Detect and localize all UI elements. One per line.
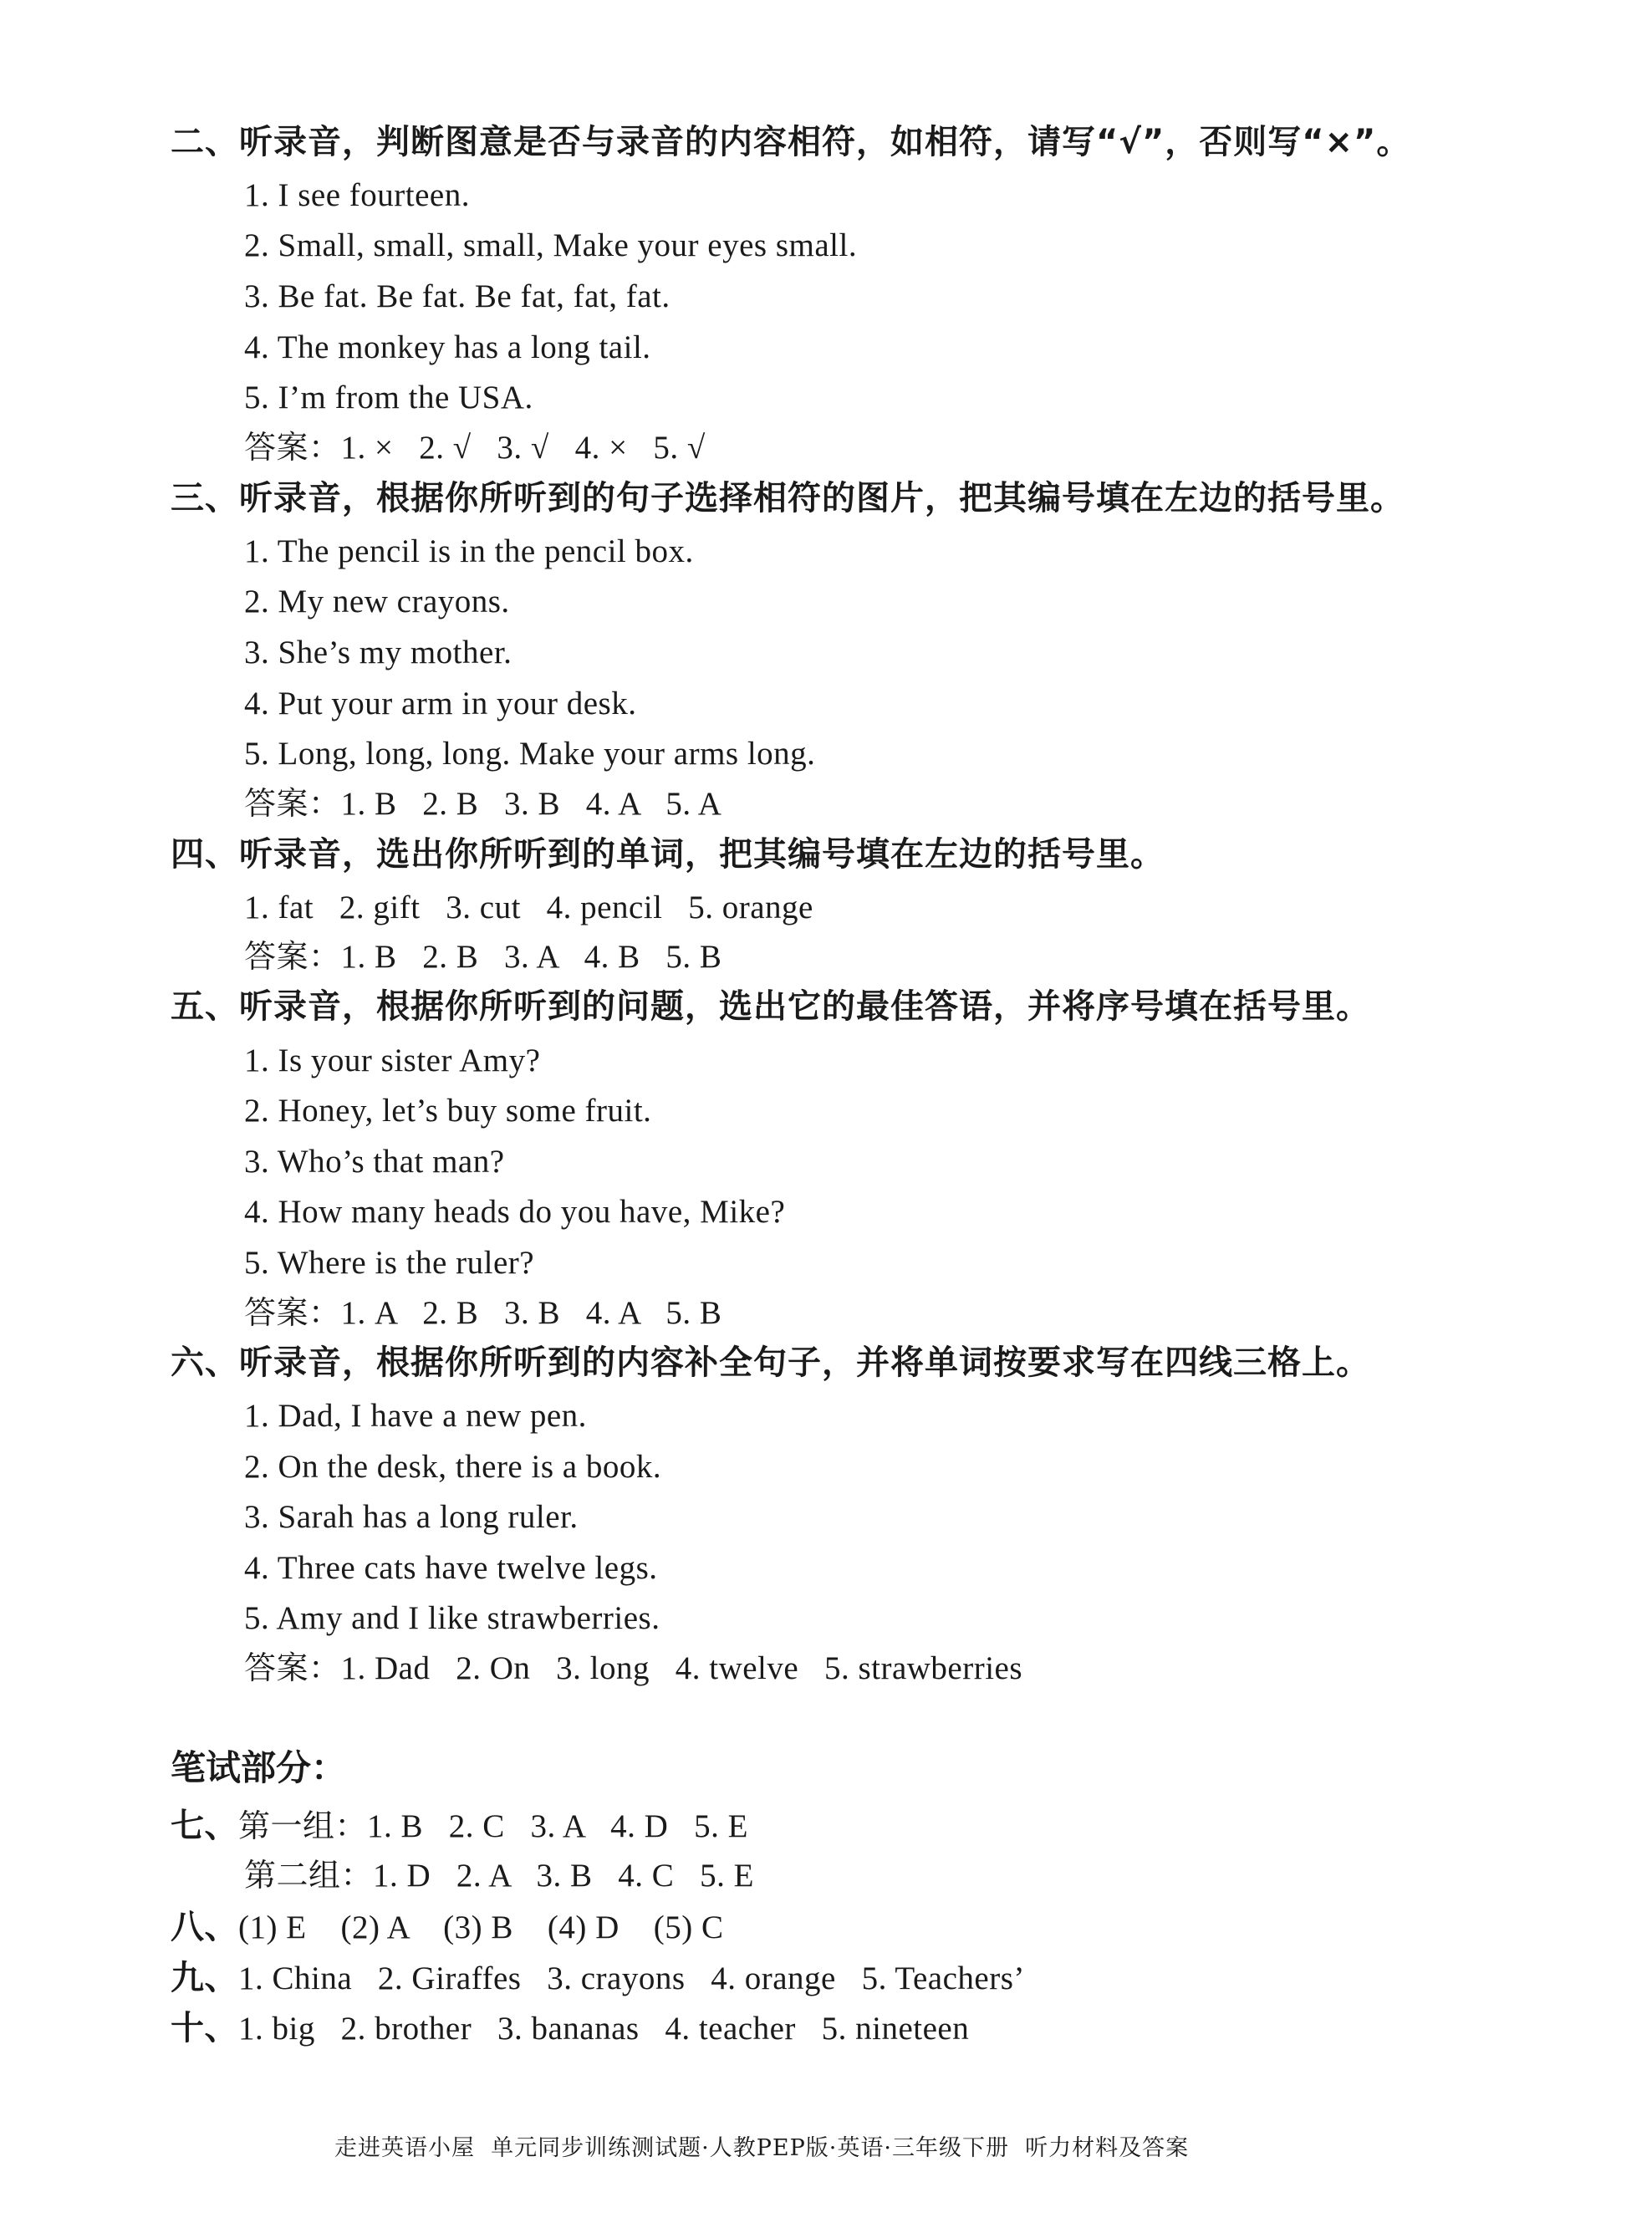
group-answers: 1. D 2. A 3. B 4. C 5. E	[373, 1858, 754, 1894]
section-4-heading: 四、听录音，选出你所听到的单词，把其编号填在左边的括号里。	[171, 835, 1165, 874]
section-2-item-4: 4. The monkey has a long tail.	[244, 329, 651, 365]
answer-values: 1. B 2. B 3. B 4. A 5. A	[340, 786, 722, 822]
question-7-group-1	[171, 1809, 748, 1843]
question-7-group-2	[244, 1859, 754, 1892]
answer-label: 答案：	[244, 429, 341, 466]
section-5-item-4: 4. How many heads do you have, Mike?	[244, 1194, 786, 1230]
answer-label: 答案：	[244, 938, 341, 975]
question-8	[171, 1910, 724, 1944]
section-3-item-5: 5. Long, long, long. Make your arms long.	[244, 736, 816, 772]
section-4-answer	[244, 938, 722, 975]
answer-label: 答案：	[244, 1649, 341, 1686]
section-3-answer	[244, 785, 722, 822]
question-number: 九、	[171, 1959, 238, 1997]
section-5-item-5: 5. Where is the ruler?	[244, 1245, 535, 1281]
section-5-item-1: 1. Is your sister Amy?	[244, 1043, 541, 1078]
answer-values: 1. A 2. B 3. B 4. A 5. B	[340, 1295, 722, 1331]
section-6-answer	[244, 1649, 1023, 1686]
question-answers: (1) E (2) A (3) B (4) D (5) C	[238, 1909, 724, 1945]
section-3-heading: 三、听录音，根据你所听到的句子选择相符的图片，把其编号填在左边的括号里。	[171, 479, 1405, 517]
section-2-item-1: 1. I see fourteen.	[244, 177, 470, 213]
question-10	[171, 2011, 969, 2045]
section-5-item-2: 2. Honey, let’s buy some fruit.	[244, 1093, 652, 1129]
group-label: 第二组：	[244, 1857, 374, 1894]
section-6-item-4: 4. Three cats have twelve legs.	[244, 1550, 658, 1586]
question-number: 十、	[171, 2009, 238, 2047]
section-5-heading: 五、听录音，根据你所听到的问题，选出它的最佳答语，并将序号填在括号里。	[171, 987, 1370, 1026]
section-3-item-1: 1. The pencil is in the pencil box.	[244, 533, 694, 569]
section-6-item-3: 3. Sarah has a long ruler.	[244, 1499, 579, 1535]
section-6-item-1: 1. Dad, I have a new pen.	[244, 1398, 587, 1434]
section-3-item-4: 4. Put your arm in your desk.	[244, 686, 637, 721]
written-part-title: 笔试部分：	[171, 1747, 347, 1788]
section-4-item-1: 1. fat 2. gift 3. cut 4. pencil 5. orange	[244, 890, 813, 925]
question-answers: 1. China 2. Giraffes 3. crayons 4. orange 5. Teachers’	[238, 1960, 1025, 1996]
question-answers: 1. big 2. brother 3. bananas 4. teacher 5. nineteen	[238, 2011, 970, 2047]
answer-values: 1. × 2. √ 3. √ 4. × 5. √	[340, 430, 706, 466]
section-6-item-2: 2. On the desk, there is a book.	[244, 1449, 662, 1485]
question-9	[171, 1961, 1025, 1995]
question-number: 七、	[171, 1807, 238, 1845]
page-footer: 走进英语小屋 单元同步训练测试题·人教PEP版·英语·三年级下册 听力材料及答案	[334, 2135, 1190, 2161]
section-5-answer	[244, 1294, 722, 1331]
group-label: 第一组：	[238, 1807, 368, 1844]
section-2-item-3: 3. Be fat. Be fat. Be fat, fat, fat.	[244, 278, 670, 314]
section-5-item-3: 3. Who’s that man?	[244, 1144, 505, 1180]
answer-values: 1. B 2. B 3. A 4. B 5. B	[340, 939, 722, 975]
section-6-item-5: 5. Amy and I like strawberries.	[244, 1600, 660, 1636]
section-2-item-5: 5. I’m from the USA.	[244, 380, 533, 416]
section-2-heading: 二、听录音，判断图意是否与录音的内容相符，如相符，请写“√”，否则写“×”。	[171, 123, 1411, 161]
section-3-item-3: 3. She’s my mother.	[244, 635, 512, 670]
group-answers: 1. B 2. C 3. A 4. D 5. E	[367, 1808, 748, 1844]
answer-label: 答案：	[244, 1294, 341, 1331]
section-2-answer	[244, 431, 706, 464]
section-2-item-2: 2. Small, small, small, Make your eyes small.	[244, 227, 858, 263]
answer-label: 答案：	[244, 785, 341, 822]
answer-values: 1. Dad 2. On 3. long 4. twelve 5. strawberries	[340, 1650, 1023, 1686]
question-number: 八、	[171, 1908, 238, 1946]
section-3-item-2: 2. My new crayons.	[244, 584, 510, 619]
section-6-heading: 六、听录音，根据你所听到的内容补全句子，并将单词按要求写在四线三格上。	[171, 1343, 1370, 1382]
